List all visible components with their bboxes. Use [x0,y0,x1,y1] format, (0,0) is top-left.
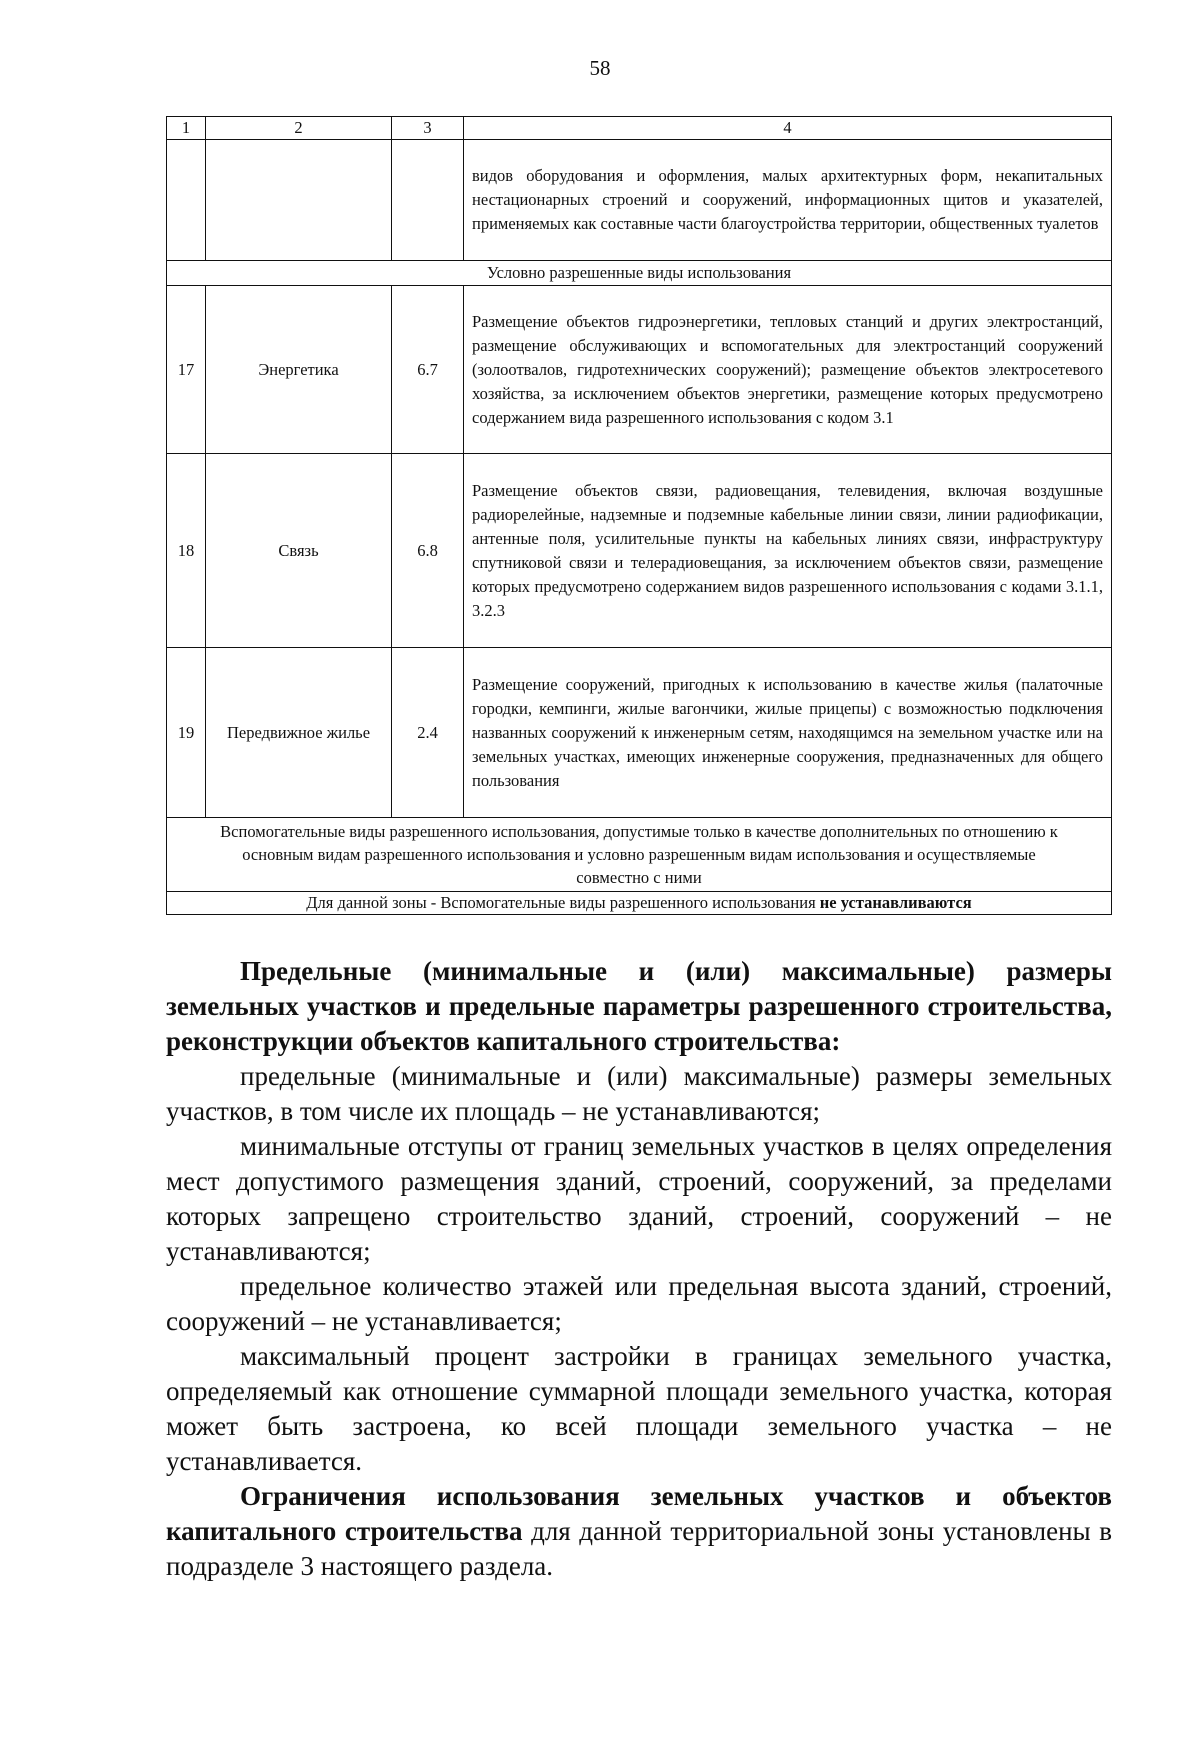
continued-description: видов оборудования и оформления, малых архитектурных форм, некапитальных нестационарных строений и сооружений, информационных щитов и указателей, применяемых как составные части благоустройства территории, общественных туалетов [464,140,1112,261]
restrictions-bold-text: Ограничения использования земельных участков и объектов капитального строительства [166,1481,1112,1546]
empty-cell [167,140,206,261]
empty-cell [206,140,392,261]
restrictions-rest-text: для данной территориальной зоны установлены в подразделе 3 настоящего раздела. [166,1516,1112,1581]
table-row-continued [167,140,1112,261]
use-type-code: 2.4 [392,648,464,818]
paragraph-floors: предельное количество этажей или предельная высота зданий, строений, сооружений – не устанавливается; [166,1271,1112,1336]
row-number: 19 [167,648,206,818]
page-number: 58 [589,56,611,80]
auxiliary-note [167,892,1112,915]
paragraph-setbacks: минимальные отступы от границ земельных участков в целях определения мест допустимого размещения зданий, строений, сооружений, за пределами которых запрещено строительство зданий, строений, сооружений – не устанавливаются; [166,1131,1112,1266]
section-title-auxiliary: Вспомогательные виды разрешенного использования, допустимые только в качестве дополнительных по отношению к основным видам разрешенного использования и условно разрешенным видам использования и осуществляемые совместно с ними [167,818,1112,892]
table-row [167,648,1112,818]
use-type-name: Связь [206,454,392,648]
use-type-code: 6.7 [392,286,464,454]
row-number: 18 [167,454,206,648]
land-use-table [166,116,1112,915]
column-header-1: 1 [167,117,206,140]
paragraph-coverage: максимальный процент застройки в границах земельного участка, определяемый как отношение суммарной площади земельного участка, которая может быть застроена, ко всей площади земельного участка – не устанавливается. [166,1341,1112,1476]
column-header-3: 3 [392,117,464,140]
table-row [167,286,1112,454]
parameters-text [166,954,1112,1584]
paragraph-restrictions [166,1479,1112,1584]
use-type-code: 6.8 [392,454,464,648]
column-header-2: 2 [206,117,392,140]
use-type-description: Размещение сооружений, пригодных к использованию в качестве жилья (палаточные городки, кемпинги, жилые вагончики, жилые прицепы) с возможностью подключения названных сооружений к инженерным сетям, находящимся на земельном участке или на земельных участках, имеющих инженерные сооружения, предназначенных для общего пользования [464,648,1112,818]
column-header-4: 4 [464,117,1112,140]
note-row [167,892,1112,915]
paragraph-plot-sizes: предельные (минимальные и (или) максимальные) размеры земельных участков, в том числе их площадь – не устанавливаются; [166,1061,1112,1126]
note-bold: не устанавливаются [819,893,972,912]
section-row-conditional [167,261,1112,286]
parameters-heading: Предельные (минимальные и (или) максимальные) размеры земельных участков и предельные параметры разрешенного строительства, реконструкции объектов капитального строительства: [166,956,1112,1056]
table-header-row [167,117,1112,140]
use-type-description: Размещение объектов гидроэнергетики, тепловых станций и других электростанций, размещение обслуживающих и вспомогательных для электростанций сооружений (золоотвалов, гидротехнических сооружений); размещение объектов электросетевого хозяйства, за исключением объектов энергетики, размещение которых предусмотрено содержанием вида разрешенного использования с кодом 3.1 [464,286,1112,454]
use-type-name: Энергетика [206,286,392,454]
row-number: 17 [167,286,206,454]
table-row [167,454,1112,648]
empty-cell [392,140,464,261]
note-prefix: Для данной зоны - Вспомогательные виды разрешенного использования [306,893,816,912]
use-type-name: Передвижное жилье [206,648,392,818]
use-type-description: Размещение объектов связи, радиовещания, телевидения, включая воздушные радиорелейные, надземные и подземные кабельные линии связи, линии радиофикации, антенные поля, усилительные пункты на кабельных линиях связи, инфраструктуру спутниковой связи и телерадиовещания, за исключением объектов связи, размещение которых предусмотрено содержанием видов разрешенного использования с кодами 3.1.1, 3.2.3 [464,454,1112,648]
section-title-conditional: Условно разрешенные виды использования [167,261,1112,286]
section-row-auxiliary [167,818,1112,892]
